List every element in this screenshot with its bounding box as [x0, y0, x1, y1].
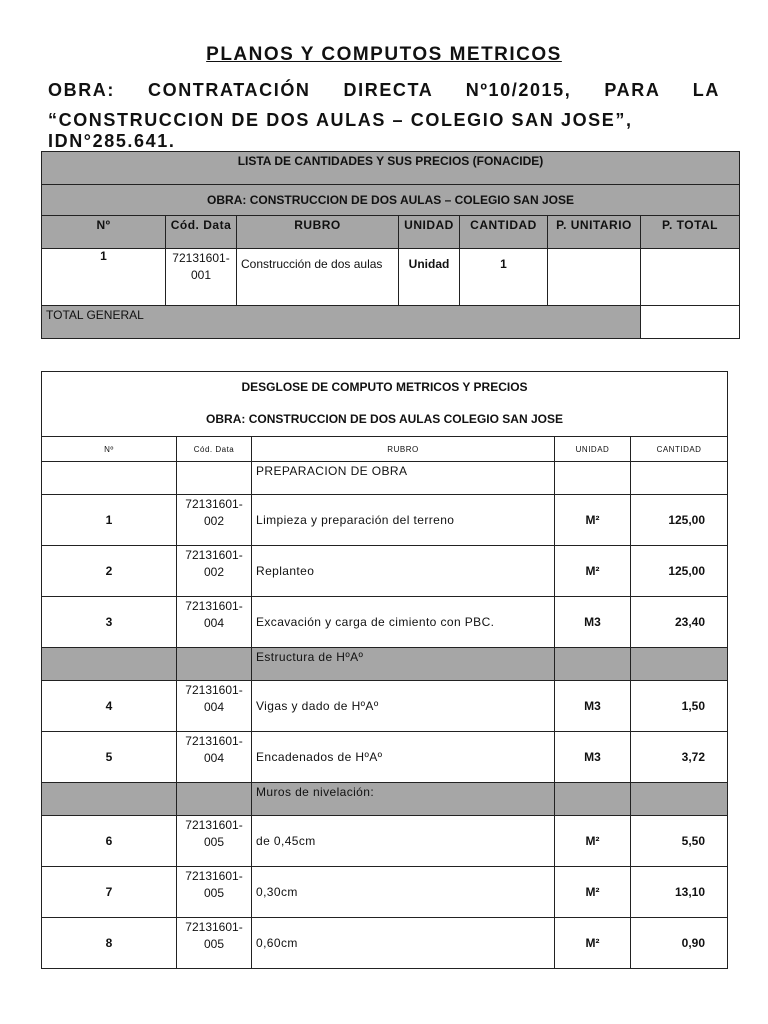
obra-line-1: OBRA: CONTRATACIÓN DIRECTA Nº10/2015, PARA LA [48, 80, 720, 100]
item-code-line1: 72131601- [185, 497, 243, 511]
item-rubro: Encadenados de HºAº [252, 732, 555, 783]
item-cantidad: 0,90 [631, 918, 728, 969]
item-code-line2: 004 [203, 751, 225, 765]
col-header-p-unitario: P. UNITARIO [548, 216, 641, 249]
item-cantidad: 3,72 [631, 732, 728, 783]
row-code-line2: 001 [190, 268, 212, 282]
item-num: 1 [42, 495, 177, 546]
item-code [177, 597, 252, 648]
item-num: 2 [42, 546, 177, 597]
item-rubro: Excavación y carga de cimiento con PBC. [252, 597, 555, 648]
table-row [42, 732, 728, 783]
table-row [42, 681, 728, 732]
row-cantidad: 1 [460, 249, 548, 306]
item-cantidad: 125,00 [631, 495, 728, 546]
obra-line-2: “CONSTRUCCION DE DOS AULAS – COLEGIO SAN JOSE”, IDN°285.641. [48, 110, 633, 151]
row-p-unitario [548, 249, 641, 306]
item-code-line2: 002 [203, 514, 225, 528]
total-general-value [641, 306, 740, 339]
item-code [177, 867, 252, 918]
item-unidad: M² [555, 867, 631, 918]
item-unidad: M² [555, 816, 631, 867]
col-header-unidad: UNIDAD [555, 437, 631, 462]
row-code [166, 249, 237, 306]
table-row [42, 867, 728, 918]
item-code-line1: 72131601- [185, 734, 243, 748]
item-rubro: Limpieza y preparación del terreno [252, 495, 555, 546]
col-header-cantidad: CANTIDAD [631, 437, 728, 462]
table-row [42, 249, 740, 306]
col-header-num: Nº [42, 216, 166, 249]
price-list-header: LISTA DE CANTIDADES Y SUS PRECIOS (FONACIDE) [42, 152, 740, 185]
item-unidad: M3 [555, 732, 631, 783]
item-code-line1: 72131601- [185, 869, 243, 883]
col-header-rubro: RUBRO [252, 437, 555, 462]
row-p-total [641, 249, 740, 306]
item-unidad: M² [555, 918, 631, 969]
col-header-code: Cód. Data [177, 437, 252, 462]
total-general-label: TOTAL GENERAL [42, 306, 641, 339]
item-code-line1: 72131601- [185, 920, 243, 934]
col-header-cantidad: CANTIDAD [460, 216, 548, 249]
item-num: 7 [42, 867, 177, 918]
section-row [42, 462, 728, 495]
row-rubro: Construcción de dos aulas [237, 249, 399, 306]
item-code [177, 495, 252, 546]
item-unidad: M² [555, 495, 631, 546]
item-unidad: M² [555, 546, 631, 597]
item-rubro: Replanteo [252, 546, 555, 597]
col-header-rubro: RUBRO [237, 216, 399, 249]
item-code-line1: 72131601- [185, 818, 243, 832]
item-code-line2: 004 [203, 616, 225, 630]
item-code-line2: 002 [203, 565, 225, 579]
item-cantidad: 13,10 [631, 867, 728, 918]
row-code-line1: 72131601- [172, 251, 230, 265]
section-muros: Muros de nivelación: [252, 783, 555, 816]
item-cantidad: 23,40 [631, 597, 728, 648]
col-header-code: Cód. Data [166, 216, 237, 249]
table-row [42, 495, 728, 546]
item-cantidad: 5,50 [631, 816, 728, 867]
row-num: 1 [42, 249, 166, 306]
item-code [177, 732, 252, 783]
item-num: 8 [42, 918, 177, 969]
table-row [42, 816, 728, 867]
item-num: 3 [42, 597, 177, 648]
item-code [177, 546, 252, 597]
document-title: PLANOS Y COMPUTOS METRICOS [206, 44, 562, 65]
price-list-table [41, 151, 740, 339]
item-code [177, 918, 252, 969]
item-unidad: M3 [555, 681, 631, 732]
item-code-line1: 72131601- [185, 548, 243, 562]
col-header-p-total: P. TOTAL [641, 216, 740, 249]
section-row [42, 783, 728, 816]
table-row [42, 546, 728, 597]
item-num: 6 [42, 816, 177, 867]
col-header-unidad: UNIDAD [399, 216, 460, 249]
section-row [42, 648, 728, 681]
col-header-num: Nº [42, 437, 177, 462]
item-unidad: M3 [555, 597, 631, 648]
item-rubro: 0,30cm [252, 867, 555, 918]
table-row [42, 918, 728, 969]
item-cantidad: 125,00 [631, 546, 728, 597]
item-code-line2: 005 [203, 937, 225, 951]
item-rubro: Vigas y dado de HºAº [252, 681, 555, 732]
item-cantidad: 1,50 [631, 681, 728, 732]
item-rubro: 0,60cm [252, 918, 555, 969]
section-estructura: Estructura de HºAº [252, 648, 555, 681]
item-code [177, 681, 252, 732]
item-code-line1: 72131601- [185, 599, 243, 613]
breakdown-header: DESGLOSE DE COMPUTO METRICOS Y PRECIOS [42, 372, 728, 403]
table-row [42, 597, 728, 648]
breakdown-table [41, 371, 728, 969]
price-list-obra-header: OBRA: CONSTRUCCION DE DOS AULAS – COLEGIO SAN JOSE [42, 185, 740, 216]
item-code [177, 816, 252, 867]
item-num: 4 [42, 681, 177, 732]
item-code-line2: 005 [203, 835, 225, 849]
breakdown-obra-header: OBRA: CONSTRUCCION DE DOS AULAS COLEGIO SAN JOSE [42, 402, 728, 437]
item-code-line1: 72131601- [185, 683, 243, 697]
item-rubro: de 0,45cm [252, 816, 555, 867]
item-code-line2: 004 [203, 700, 225, 714]
row-unidad: Unidad [399, 249, 460, 306]
item-num: 5 [42, 732, 177, 783]
item-code-line2: 005 [203, 886, 225, 900]
section-preparacion: PREPARACION DE OBRA [252, 462, 555, 495]
